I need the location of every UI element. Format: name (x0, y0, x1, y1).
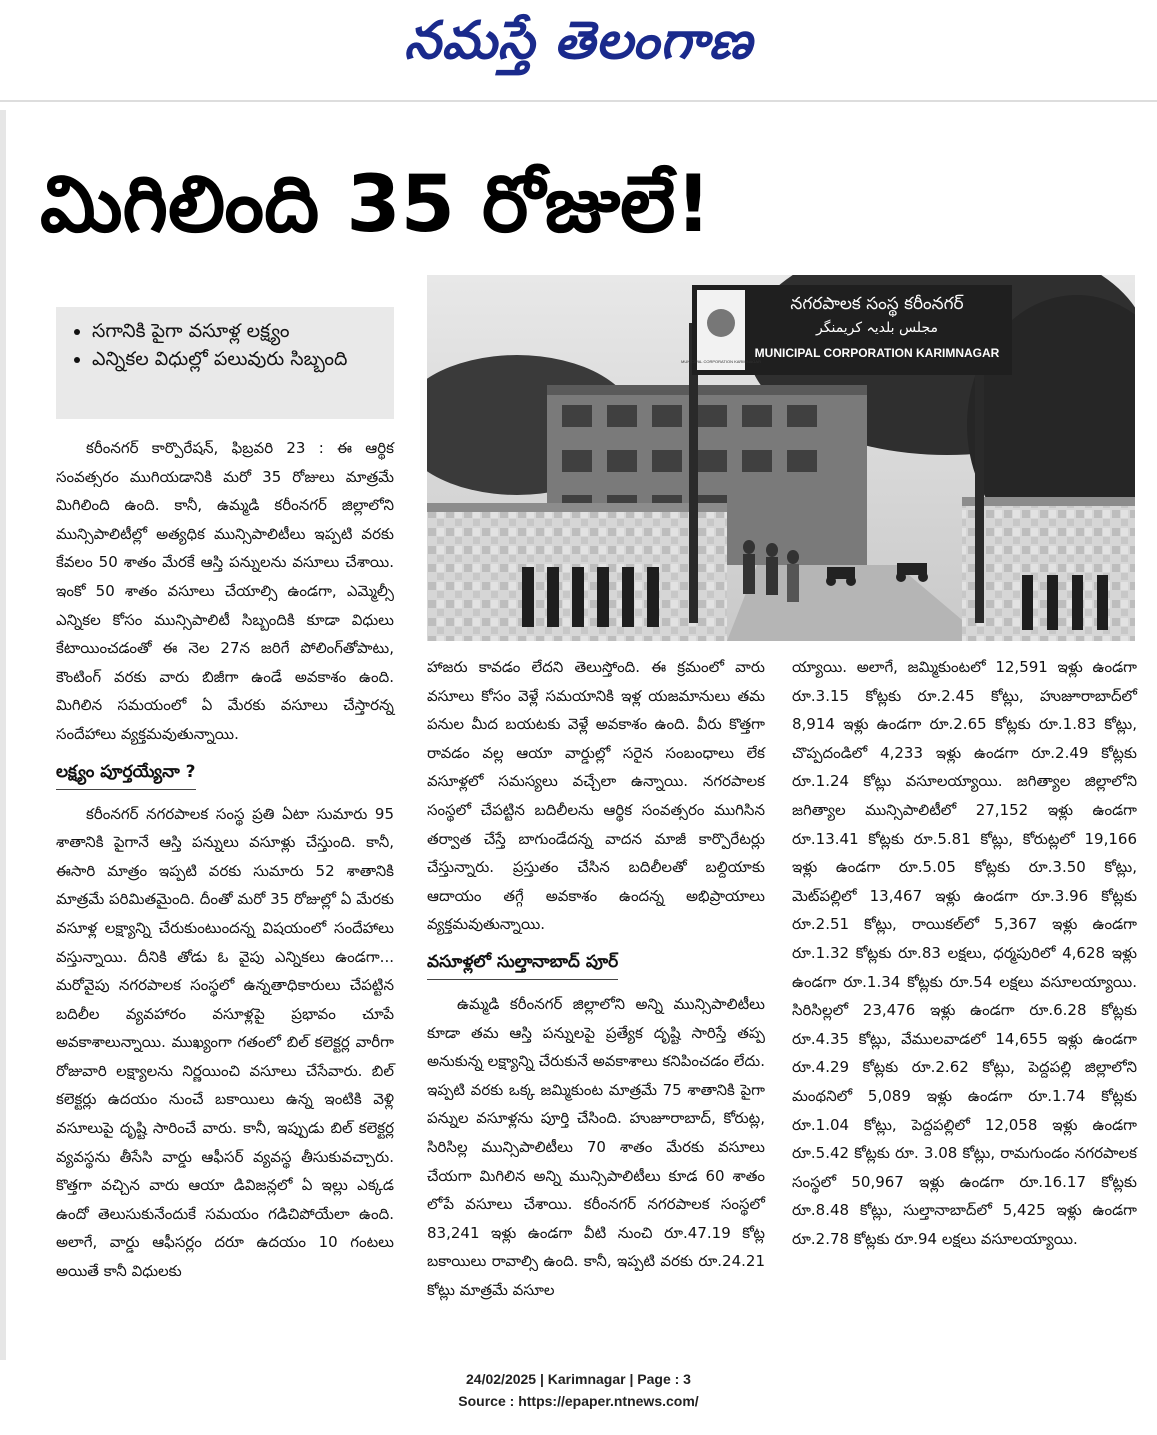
left-margin-bar (0, 110, 6, 1360)
municipal-building-photo (427, 275, 1135, 641)
article-paragraph: య్యాయి. అలాగే, జమ్మికుంటలో 12,591 ఇళ్లు ఉండగా రూ.3.15 కోట్లకు రూ.2.45 కోట్లు, హుజూరాబాద్‌లో 8,914 ఇళ్లు ఉండగా రూ.2.65 కోట్లకు రూ.1.83 కోట్లు, చొప్పదండిలో 4,233 ఇళ్లు ఉండగా రూ.2.49 కోట్లకు రూ.1.24 కోట్లు వసూలయ్యాయి. జగిత్యాల జిల్లాలోని జగిత్యాల మున్సిపాలిటీలో 27,152 ఇళ్లు ఉండగా రూ.13.41 కోట్లకు రూ.5.81 కోట్లు, కోరుట్లలో 19,166 ఇళ్లు ఉండగా రూ.5.05 కోట్లకు రూ.3.50 కోట్లు, మెట్‌పల్లిలో 13,467 ఇళ్లు ఉండగా రూ.3.96 కోట్లకు రూ.2.51 కోట్లు, రాయికల్‌లో 5,367 ఇళ్లు ఉండగా రూ.1.32 కోట్లకు రూ.83 లక్షలు, ధర్మపురిలో 4,628 ఇళ్లు ఉండగా రూ.1.34 కోట్లకు రూ.54 లక్షలు వసూలయ్యాయి. సిరిసిల్లలో 23,476 ఇళ్లు ఉండగా రూ.6.28 కోట్లకు రూ.4.35 కోట్లు, వేములవాడలో 14,655 ఇళ్లు ఉండగా రూ.4.29 కోట్లకు రూ.2.62 కోట్లు, పెద్దపల్లి జిల్లాలోని మంథనిలో 5,089 ఇళ్లు ఉండగా రూ.1.74 కోట్లకు రూ.1.04 కోట్లు, పెద్దపల్లిలో 12,058 ఇళ్లు ఉండగా రూ.5.42 కోట్లకు రూ. 3.08 కోట్లు, రామగుండం నగరపాలక సంస్థలో 50,967 ఇళ్లు ఉండగా రూ.16.17 కోట్లకు రూ.8.48 కోట్లు, సుల్తానాబాద్‌లో 5,425 ఇళ్లు ఉండగా రూ.2.78 కోట్లకు రూ.94 లక్షలు వసూలయ్యాయి. (792, 658, 1137, 1248)
article-paragraph: హాజరు కావడం లేదని తెలుస్తోంది. ఈ క్రమంలో వారు వసూలు కోసం వెళ్లే సమయానికి ఇళ్ల యజమానులు తమ పనుల మీద బయటకు వెళ్లే అవకాశం ఉంది. వీరు కొత్తగా రావడం వల్ల ఆయా వార్డుల్లో సరైన సంబంధాలు లేక వసూళ్లలో సమస్యలు వచ్చేలా ఉన్నాయి. నగరపాలక సంస్థలో చేపట్టిన బదిలీలను ఆర్థిక సంవత్సరం ముగిసిన తర్వాత చేస్తే బాగుండేదన్న వాదన మాజీ కార్పొరేటర్లు చేస్తున్నారు. ప్రస్తుతం చేసిన బదిలీలతో బల్దియాకు ఆదాయం తగ్గే అవకాశం ఉందన్న అభిప్రాయాలు వ్యక్తమవుతున్నాయి. (427, 658, 765, 934)
sign-english-text: MUNICIPAL CORPORATION KARIMNAGAR (754, 346, 1000, 360)
sign-telugu-text: నగరపాలక సంస్థ కరీంనగర్ (790, 294, 964, 314)
highlights-list (66, 317, 384, 373)
highlight-item: • ఎన్నికల విధుల్లో పలువురు సిబ్బంది (92, 345, 384, 373)
page-footer (0, 1368, 1157, 1412)
article-column-2 (427, 653, 765, 1353)
headline: మిగిలింది 35 రోజులే! (40, 160, 712, 250)
article-column-1 (56, 434, 394, 1354)
footer-dateline: 24/02/2025 | Karimnagar | Page : 3 (466, 1371, 691, 1387)
article-paragraph: ఉమ్మడి కరీంనగర్ జిల్లాలోని అన్ని మున్సిపాలిటీలు కూడా తమ ఆస్తి పన్నులపై ప్రత్యేక దృష్టి సారిస్తే తప్ప అనుకున్న లక్ష్యాన్ని చేరుకునే అవకాశాలు కనిపించడం లేదు. ఇప్పటి వరకు ఒక్క జమ్మికుంట మాత్రమే 75 శాతానికి పైగా పన్నుల వసూళ్లను పూర్తి చేసింది. హుజూరాబాద్, కోరుట్ల, సిరిసిల్ల మున్సిపాలిటీలు 70 శాతం మేరకు వసూలు చేయగా మిగిలిన అన్ని మున్సిపాలిటీలు కూడ 60 శాతం లోపే వసూలు చేశాయి. కరీంనగర్ నగరపాలక సంస్థలో 83,241 ఇళ్లు ఉండగా వీటి నుంచి రూ.47.19 కోట్ల బకాయిలు రావాల్సి ఉంది. కానీ, ఇప్పటి వరకు రూ.24.21 కోట్లు మాత్రమే వసూల (427, 994, 765, 1299)
newspaper-logo: నమస్తే తెలంగాణ (404, 10, 753, 71)
highlight-item: • సగానికి పైగా వసూళ్ల లక్ష్యం (92, 317, 384, 345)
section-subheading: వసూళ్లలో సుల్తానాబాద్ పూర్ (427, 947, 618, 980)
masthead (0, 0, 1157, 88)
article-photo (427, 275, 1135, 641)
article-paragraph: కరీంనగర్ కార్పొరేషన్, ఫిబ్రవరి 23 : ఈ ఆర్థిక సంవత్సరం ముగియడానికి మరో 35 రోజులు మాత్రమే మిగిలింది ఉంది. కానీ, ఉమ్మడి కరీంనగర్ జిల్లాలోని మున్సిపాలిటీల్లో అత్యధిక మున్సిపాలిటీలు ఇప్పటి వరకు కేవలం 50 శాతం మేరకే ఆస్తి పన్నులను వసూలు చేశాయి. ఇంకో 50 శాతం వసూలు చేయాల్సి ఉండగా, ఎమ్మెల్సీ ఎన్నికల కోసం మున్సిపాలిటీ సిబ్బందికి కూడా విధులు కేటాయించడంతో ఈ నెల 27న జరిగే పోలింగ్‌తోపాటు, కౌంటింగ్ వరకు వారు బిజీగా ఉండే అవకాశం ఉంది. మిగిలిన సమయంలో ఏ మేరకు వసూలు చేస్తారన్న సందేహాలు వ్యక్తమవుతున్నాయి. (56, 439, 394, 743)
highlights-box (56, 307, 394, 419)
footer-source-link[interactable]: Source : https://epaper.ntnews.com/ (458, 1393, 699, 1409)
sign-urdu-text: مجلس بلدیہ کریمنگر (816, 320, 938, 336)
masthead-divider (0, 100, 1157, 102)
article-paragraph: కరీంనగర్ నగరపాలక సంస్థ ప్రతి ఏటా సుమారు 95 శాతానికి పైగానే ఆస్తి పన్నులు వసూళ్లు చేస్తుంది. కానీ, ఈసారి మాత్రం ఇప్పటి వరకు సుమారు 52 శాతానికి మాత్రమే పరిమితమైంది. దీంతో మరో 35 రోజుల్లో ఏ మేరకు వసూళ్ల లక్ష్యాన్ని చేరుకుంటుందన్న విషయంలో సందేహాలు వస్తున్నాయి. దీనికి తోడు ఓ వైపు ఎన్నికలు ఉండగా... మరోవైపు నగరపాలక సంస్థలో ఉన్నతాధికారులు చేపట్టిన బదిలీల వ్యవహారం వసూళ్లపై ప్రభావం చూపే అవకాశాలున్నాయి. ముఖ్యంగా గతంలో బిల్ కలెక్టర్ల వారీగా రోజువారి లక్ష్యాలను నిర్ణయించి వసూలు చేసేవారు. బిల్ కలెక్టర్లు ఉదయం నుంచే బకాయిలు ఉన్న ఇంటికి వెళ్లి వసూలుపై దృష్టి సారించే వారు. కానీ, ఇప్పుడు బిల్ కలెక్టర్ల వ్యవస్థను తీసేసి వార్డు ఆఫీసర్ వ్యవస్థ తీసుకువచ్చారు. కొత్తగా వచ్చిన వారు ఆయా డివిజన్లలో ఏ ఇల్లు ఎక్కడ ఉందో తెలుసుకునేందుకే సమయం గడిచిపోయేలా ఉంది. అలాగే, వార్డు ఆఫీసర్లం దరూ ఉదయం 10 గంటలు అయితే కానీ విధులకు (56, 804, 394, 1281)
sign-small-text: MUNICIPAL CORPORATION KARIMNAGAR (681, 359, 761, 364)
section-subheading: లక్ష్యం పూర్తయ్యేనా ? (56, 757, 196, 790)
article-column-3 (792, 653, 1137, 1353)
